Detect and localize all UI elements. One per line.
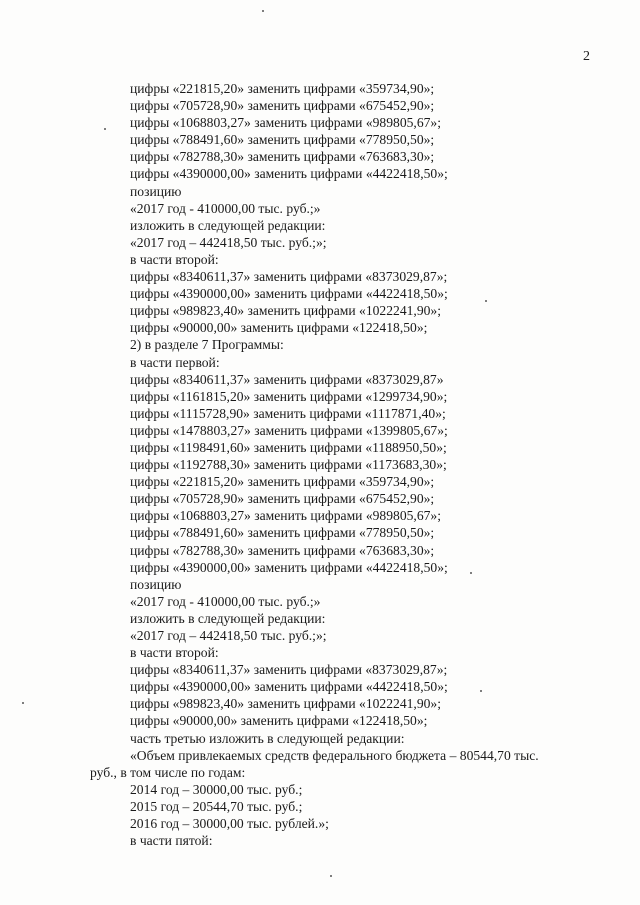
text-line: изложить в следующей редакции:: [130, 217, 326, 233]
text-line: «2017 год – 442418,50 тыс. руб.;»;: [130, 628, 327, 643]
text-line: «2017 год - 410000,00 тыс. руб.;»: [130, 200, 321, 216]
text-line: цифры «90000,00» заменить цифрами «122418,50»;: [130, 713, 428, 729]
text-line: в части второй:: [130, 645, 219, 661]
text-line: цифры «1478803,27» заменить цифрами «1399805,67»;: [130, 422, 448, 438]
text-line: цифры «782788,30» заменить цифрами «763683,30»;: [130, 542, 435, 558]
text-line: цифры «788491,60» заменить цифрами «778950,50»;: [130, 132, 435, 148]
text-line: цифры «90000,00» заменить цифрами «122418,50»;: [130, 320, 428, 336]
text-line: цифры «4390000,00» заменить цифрами «4422418,50»;: [130, 559, 448, 575]
text-line: позицию: [130, 183, 182, 199]
text-line: цифры «1161815,20» заменить цифрами «1299734,90»;: [130, 388, 448, 404]
text-line: 2) в разделе 7 Программы:: [130, 337, 284, 353]
scan-speck: [22, 702, 24, 704]
text-line: цифры «221815,20» заменить цифрами «359734,90»;: [130, 81, 435, 96]
text-line: цифры «1068803,27» заменить цифрами «989805,67»;: [130, 115, 441, 131]
text-line: цифры «1192788,30» заменить цифрами «1173683,30»;: [130, 457, 447, 473]
text-line: цифры «788491,60» заменить цифрами «778950,50»;: [130, 525, 435, 541]
text-line: в части пятой:: [130, 833, 213, 849]
scan-speck: [262, 10, 264, 12]
text-line: часть третью изложить в следующей редакции:: [130, 730, 405, 746]
text-line: в части второй:: [130, 251, 219, 267]
scan-speck: [330, 875, 332, 877]
scan-speck: [104, 128, 106, 130]
scan-speck: [470, 572, 472, 574]
text-line: цифры «4390000,00» заменить цифрами «4422418,50»;: [130, 166, 448, 182]
text-line: 2014 год – 30000,00 тыс. руб.;: [130, 781, 303, 797]
text-line: изложить в следующей редакции:: [130, 610, 326, 626]
text-line: руб., в том числе по годам:: [90, 764, 246, 780]
text-line: цифры «705728,90» заменить цифрами «675452,90»;: [130, 491, 435, 507]
text-line: позицию: [130, 576, 182, 592]
text-line: 2016 год – 30000,00 тыс. рублей.»;: [130, 816, 329, 832]
text-line: цифры «1068803,27» заменить цифрами «989805,67»;: [130, 508, 441, 524]
text-line: 2015 год – 20544,70 тыс. руб.;: [130, 798, 303, 814]
text-line: цифры «989823,40» заменить цифрами «1022241,90»;: [130, 696, 441, 712]
text-line: цифры «1115728,90» заменить цифрами «1117871,40»;: [130, 405, 446, 421]
text-line: «Объем привлекаемых средств федерального бюджета – 80544,70 тыс.: [130, 747, 539, 763]
text-line: цифры «1198491,60» заменить цифрами «1188950,50»;: [130, 439, 447, 455]
text-line: цифры «8340611,37» заменить цифрами «8373029,87»: [130, 371, 444, 387]
text-line: цифры «989823,40» заменить цифрами «1022241,90»;: [130, 303, 441, 319]
scan-speck: [485, 300, 487, 302]
text-line: цифры «4390000,00» заменить цифрами «4422418,50»;: [130, 679, 448, 695]
text-line: цифры «221815,20» заменить цифрами «359734,90»;: [130, 474, 435, 490]
scan-speck: [480, 690, 482, 692]
text-line: цифры «705728,90» заменить цифрами «675452,90»;: [130, 98, 435, 114]
text-line: цифры «8340611,37» заменить цифрами «8373029,87»;: [130, 269, 448, 285]
text-line: в части первой:: [130, 354, 220, 370]
text-line: «2017 год – 442418,50 тыс. руб.;»;: [130, 234, 327, 250]
document-body: [90, 80, 600, 849]
text-line: цифры «4390000,00» заменить цифрами «4422418,50»;: [130, 286, 448, 302]
text-line: цифры «8340611,37» заменить цифрами «8373029,87»;: [130, 662, 448, 678]
text-line: «2017 год - 410000,00 тыс. руб.;»: [130, 593, 321, 609]
page-number: 2: [583, 49, 590, 64]
text-line: цифры «782788,30» заменить цифрами «763683,30»;: [130, 149, 435, 165]
